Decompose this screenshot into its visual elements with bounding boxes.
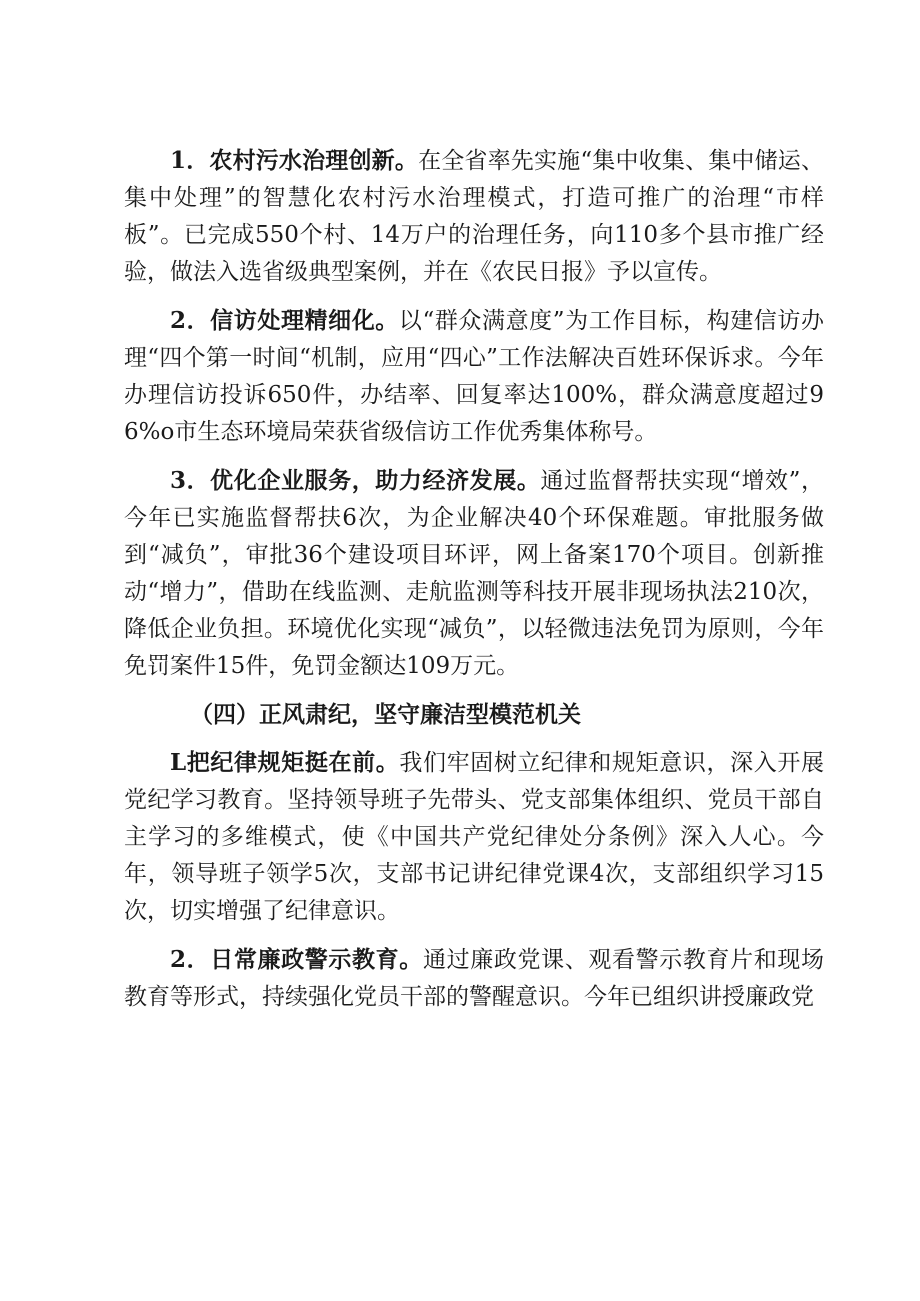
paragraph-discipline-rules — [124, 744, 824, 930]
document-body — [124, 142, 824, 1016]
paragraph-rural-sewage — [124, 142, 824, 291]
paragraph-integrity-education — [124, 941, 824, 1016]
paragraph-text: 在全省率先实施“集中收集、集中储运、集中处理”的智慧化农村污水治理模式，打造可推广的治理“市样板”。已完成550个村、14万户的治理任务，向110多个县市推广经验，做法入选省级典型案例，并在《农民日报》予以宣传。 — [124, 148, 824, 285]
paragraph-text: 以“群众满意度”为工作目标，构建信访办理“四个第一时间“机制，应用“四心”工作法解决百姓环保诉求。今年办理信访投诉650件，办结率、回复率达100%，群众满意度超过96%o市生态环境局荣获省级信访工作优秀集体称号。 — [124, 308, 824, 445]
paragraph-heading: 3．优化企业服务，助力经济发展。 — [170, 467, 541, 494]
paragraph-enterprise-service — [124, 462, 824, 685]
paragraph-heading: 1．农村污水治理创新。 — [170, 147, 419, 174]
paragraph-heading: 2．日常廉政警示教育。 — [170, 946, 423, 973]
paragraph-text: 通过监督帮扶实现“增效”，今年已实施监督帮扶6次，为企业解决40个环保难题。审批服务做到“减负”，审批36个建设项目环评，网上备案170个项目。创新推动“增力”，借助在线监测、走航监测等科技开展非现场执法210次，降低企业负担。环境优化实现“减负”，以轻微违法免罚为原则，今年免罚案件15件，免罚金额达109万元。 — [124, 468, 824, 679]
section-heading: （四）正风肃纪，坚守廉洁型模范机关 — [190, 701, 581, 728]
paragraph-text: 我们牢固树立纪律和规矩意识，深入开展党纪学习教育。坚持领导班子先带头、党支部集体组织、党员干部自主学习的多维模式，使《中国共产党纪律处分条例》深入人心。今年，领导班子领学5次，支部书记讲纪律党课4次，支部组织学习15次，切实增强了纪律意识。 — [124, 750, 825, 924]
paragraph-text: 通过廉政党课、观看警示教育片和现场教育等形式，持续强化党员干部的警醒意识。今年已组织讲授廉政党 — [124, 947, 825, 1010]
paragraph-heading: 2．信访处理精细化。 — [170, 307, 399, 334]
paragraph-petition-handling — [124, 302, 824, 451]
paragraph-heading: L把纪律规矩挺在前。 — [170, 749, 400, 776]
